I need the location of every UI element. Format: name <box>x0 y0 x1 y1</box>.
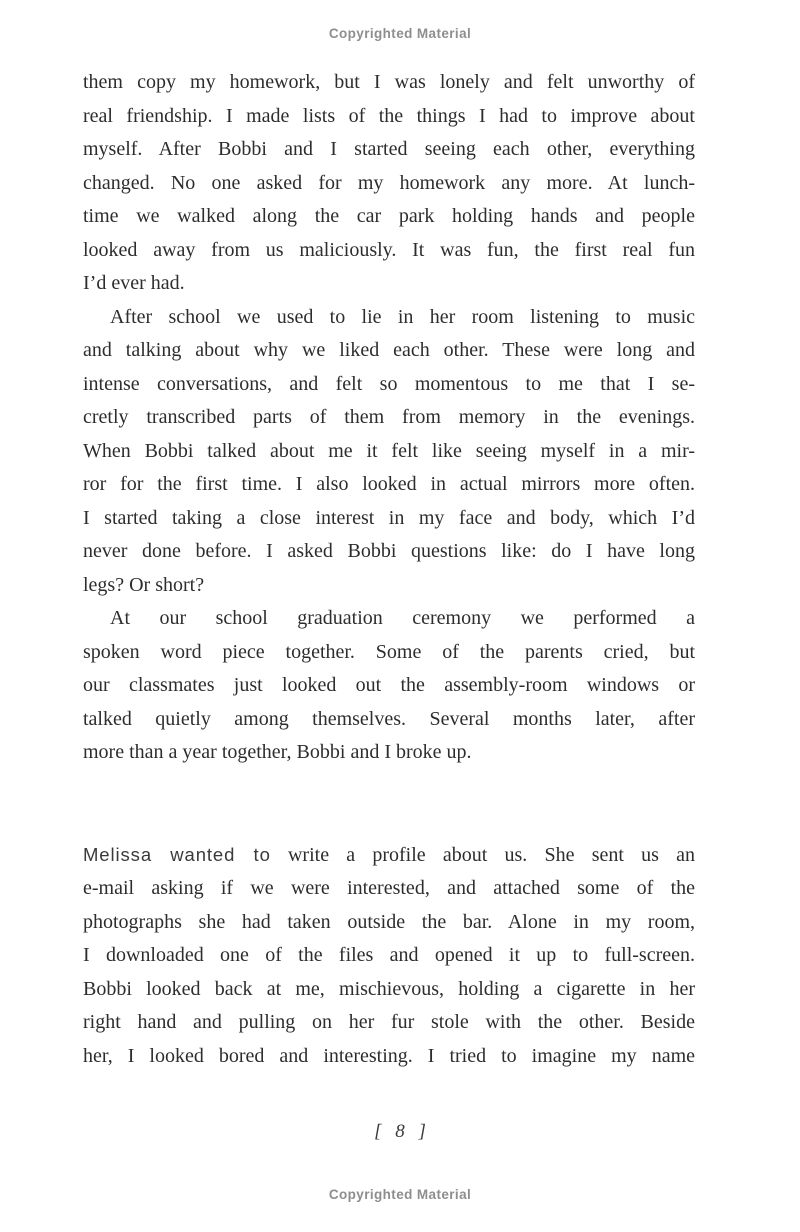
text-line: and talking about why we liked each other. These were long and <box>83 339 695 361</box>
text-line-section-open <box>83 838 695 873</box>
text-line: real friendship. I made lists of the things I had to improve about <box>83 104 695 127</box>
text-line: talked quietly among themselves. Several months later, after <box>83 707 695 730</box>
text-line: Bobbi looked back at me, mischievous, holding a cigarette in her <box>83 977 695 1000</box>
text-line: spoken word piece together. Some of the parents cried, but <box>83 640 695 663</box>
text-line: I’d ever had. <box>83 272 185 294</box>
text-line: her, I looked bored and interesting. I tried to imagine my name <box>83 1044 695 1067</box>
page-number: [ 8 ] <box>374 1121 426 1142</box>
text-line: e-mail asking if we were interested, and attached some of the <box>83 877 695 899</box>
text-line: them copy my homework, but I was lonely and felt unworthy of <box>83 71 695 93</box>
copyright-notice-top: Copyrighted Material <box>328 26 472 41</box>
text-line: I downloaded one of the files and opened it up to full-screen. <box>83 944 695 966</box>
paragraph-3 <box>83 602 695 770</box>
copyright-notice-bottom: Copyrighted Material <box>328 1187 472 1202</box>
text-line: When Bobbi talked about me it felt like seeing myself in a mir- <box>83 439 695 462</box>
text-line: never done before. I asked Bobbi questions like: do I have long <box>83 540 695 562</box>
section-lead-text: Melissa wanted to <box>83 843 271 865</box>
text-line: our classmates just looked out the assembly-room windows or <box>83 674 695 696</box>
text-line: intense conversations, and felt so momentous to me that I se- <box>83 372 695 395</box>
text-line: After school we used to lie in her room listening to music <box>110 305 695 328</box>
paragraph-4-section-start <box>83 838 695 1074</box>
text-line: looked away from us maliciously. It was fun, the first real fun <box>83 238 695 261</box>
paragraph-2 <box>83 301 695 603</box>
text-line: changed. No one asked for my homework any more. At lunch- <box>83 171 695 194</box>
section-lead-rest: write a profile about us. She sent us an <box>270 843 695 866</box>
text-line: ror for the first time. I also looked in actual mirrors more often. <box>83 473 695 495</box>
text-line: legs? Or short? <box>83 573 205 596</box>
text-line: more than a year together, Bobbi and I broke up. <box>83 741 472 763</box>
text-line: At our school graduation ceremony we performed a <box>110 607 695 629</box>
paragraph-1 <box>83 66 695 301</box>
text-line: I started taking a close interest in my face and body, which I’d <box>83 506 695 529</box>
page-text-block <box>83 66 695 1073</box>
text-line: time we walked along the car park holding hands and people <box>83 205 695 227</box>
text-line: photographs she had taken outside the bar. Alone in my room, <box>83 910 695 933</box>
text-line: myself. After Bobbi and I started seeing each other, everything <box>83 138 695 160</box>
text-line: right hand and pulling on her fur stole with the other. Beside <box>83 1011 695 1033</box>
text-line: cretly transcribed parts of them from memory in the evenings. <box>83 406 695 428</box>
